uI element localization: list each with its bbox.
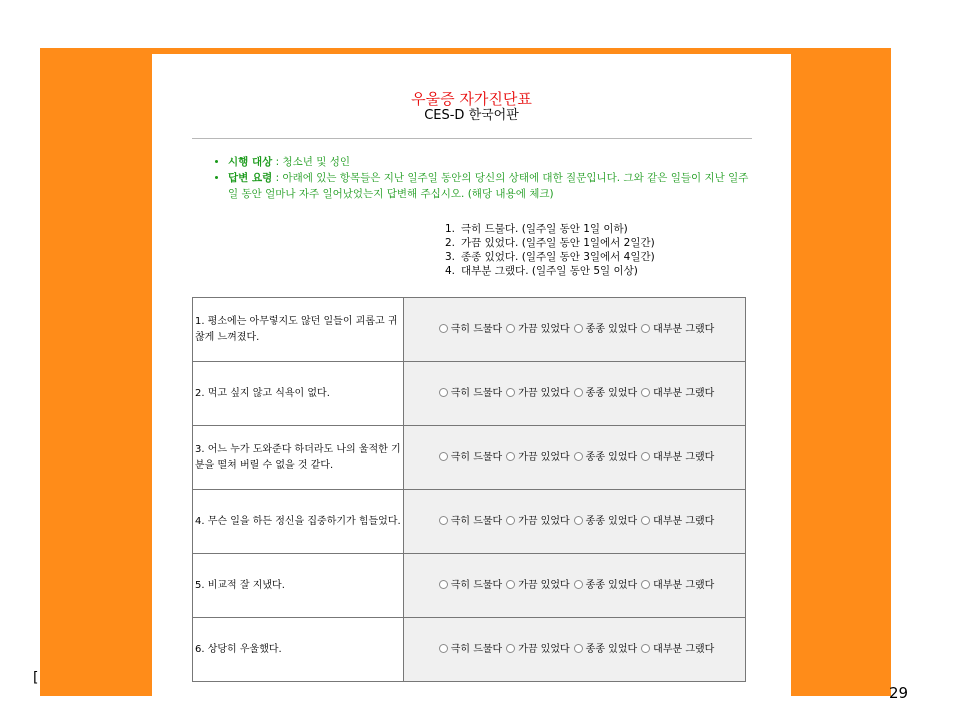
option-label[interactable]: 대부분 그랬다	[653, 387, 715, 399]
question-row	[193, 298, 746, 362]
answer-options	[404, 554, 746, 618]
divider	[192, 138, 752, 139]
answer-options	[404, 618, 746, 682]
radio-button[interactable]	[641, 516, 650, 525]
option-label[interactable]: 가끔 있었다	[518, 515, 570, 527]
option-label[interactable]: 종종 있었다	[585, 579, 638, 591]
slide-bracket: [	[33, 670, 39, 686]
answer-options	[404, 490, 746, 554]
radio-button[interactable]	[574, 644, 583, 653]
question-row	[193, 490, 746, 554]
question-text: 4. 무슨 일을 하든 정신을 집중하기가 힘들었다.	[193, 490, 404, 554]
scale-number: 1.	[445, 223, 456, 235]
instructions	[210, 154, 750, 202]
option-label[interactable]: 종종 있었다	[585, 515, 638, 527]
scale-item	[445, 236, 655, 250]
radio-button[interactable]	[506, 580, 515, 589]
option-label[interactable]: 가끔 있었다	[518, 387, 570, 399]
option-label[interactable]: 가끔 있었다	[518, 579, 570, 591]
radio-button[interactable]	[641, 580, 650, 589]
questionnaire-table	[192, 297, 746, 682]
radio-button[interactable]	[506, 324, 515, 333]
radio-button[interactable]	[506, 644, 515, 653]
instruction-label: 답변 요령	[228, 172, 273, 184]
radio-button[interactable]	[439, 324, 448, 333]
scale-text: 종종 있었다. (일주일 동안 3일에서 4일간)	[461, 251, 655, 263]
scale-item	[445, 250, 655, 264]
question-text: 5. 비교적 잘 지냈다.	[193, 554, 404, 618]
option-label[interactable]: 극히 드물다	[450, 515, 503, 527]
instruction-method	[228, 170, 750, 202]
radio-button[interactable]	[641, 388, 650, 397]
radio-button[interactable]	[641, 324, 650, 333]
scale-text: 가끔 있었다. (일주일 동안 1일에서 2일간)	[461, 237, 655, 249]
instruction-label: 시행 대상	[228, 156, 273, 168]
answer-scale	[445, 222, 655, 278]
option-label[interactable]: 극히 드물다	[450, 579, 503, 591]
option-label[interactable]: 극히 드물다	[450, 643, 503, 655]
instruction-text: : 청소년 및 성인	[272, 156, 350, 168]
option-label[interactable]: 대부분 그랬다	[653, 579, 715, 591]
radio-button[interactable]	[641, 644, 650, 653]
answer-options	[404, 426, 746, 490]
page-number: 29	[889, 684, 909, 702]
radio-button[interactable]	[574, 452, 583, 461]
option-label[interactable]: 극히 드물다	[450, 323, 503, 335]
radio-button[interactable]	[574, 580, 583, 589]
scale-number: 3.	[445, 251, 456, 263]
radio-button[interactable]	[439, 388, 448, 397]
question-row	[193, 426, 746, 490]
radio-button[interactable]	[439, 516, 448, 525]
questionnaire-body	[193, 298, 746, 682]
scale-text: 대부분 그랬다. (일주일 동안 5일 이상)	[461, 265, 638, 277]
question-text: 3. 어느 누가 도와준다 하더라도 나의 울적한 기분을 떨쳐 버릴 수 없을 것 같다.	[193, 426, 404, 490]
option-label[interactable]: 종종 있었다	[585, 643, 638, 655]
scale-item	[445, 264, 655, 278]
scale-item	[445, 222, 655, 236]
option-label[interactable]: 대부분 그랬다	[653, 323, 715, 335]
radio-button[interactable]	[439, 452, 448, 461]
page-title: 우울증 자가진단표	[411, 90, 532, 108]
option-label[interactable]: 가끔 있었다	[518, 323, 570, 335]
answer-options	[404, 298, 746, 362]
answer-options	[404, 362, 746, 426]
radio-button[interactable]	[439, 580, 448, 589]
option-label[interactable]: 종종 있었다	[585, 323, 638, 335]
question-text: 6. 상당히 우울했다.	[193, 618, 404, 682]
question-text: 1. 평소에는 아무렇지도 않던 일들이 괴롭고 귀찮게 느껴졌다.	[193, 298, 404, 362]
radio-button[interactable]	[506, 516, 515, 525]
page-subtitle: CES-D 한국어판	[424, 108, 519, 123]
document-page	[152, 54, 791, 696]
radio-button[interactable]	[641, 452, 650, 461]
radio-button[interactable]	[439, 644, 448, 653]
instruction-text: : 아래에 있는 항목들은 지난 일주일 동안의 당신의 상태에 대한 질문입니다. 그와 같은 일들이 지난 일주일 동안 얼마나 자주 일어났었는지 답변해 주십시오. (해당 내용에 체크)	[228, 172, 749, 200]
option-label[interactable]: 가끔 있었다	[518, 643, 570, 655]
option-label[interactable]: 대부분 그랬다	[653, 451, 715, 463]
option-label[interactable]: 가끔 있었다	[518, 451, 570, 463]
option-label[interactable]: 대부분 그랬다	[653, 515, 715, 527]
question-row	[193, 554, 746, 618]
instruction-target	[228, 154, 750, 170]
scale-number: 2.	[445, 237, 456, 249]
option-label[interactable]: 대부분 그랬다	[653, 643, 715, 655]
option-label[interactable]: 종종 있었다	[585, 387, 638, 399]
question-row	[193, 618, 746, 682]
radio-button[interactable]	[574, 516, 583, 525]
scale-number: 4.	[445, 265, 456, 277]
radio-button[interactable]	[574, 324, 583, 333]
option-label[interactable]: 종종 있었다	[585, 451, 638, 463]
option-label[interactable]: 극히 드물다	[450, 387, 503, 399]
radio-button[interactable]	[506, 388, 515, 397]
radio-button[interactable]	[574, 388, 583, 397]
option-label[interactable]: 극히 드물다	[450, 451, 503, 463]
scale-text: 극히 드물다. (일주일 동안 1일 이하)	[461, 223, 628, 235]
radio-button[interactable]	[506, 452, 515, 461]
question-text: 2. 먹고 싶지 않고 식욕이 없다.	[193, 362, 404, 426]
question-row	[193, 362, 746, 426]
